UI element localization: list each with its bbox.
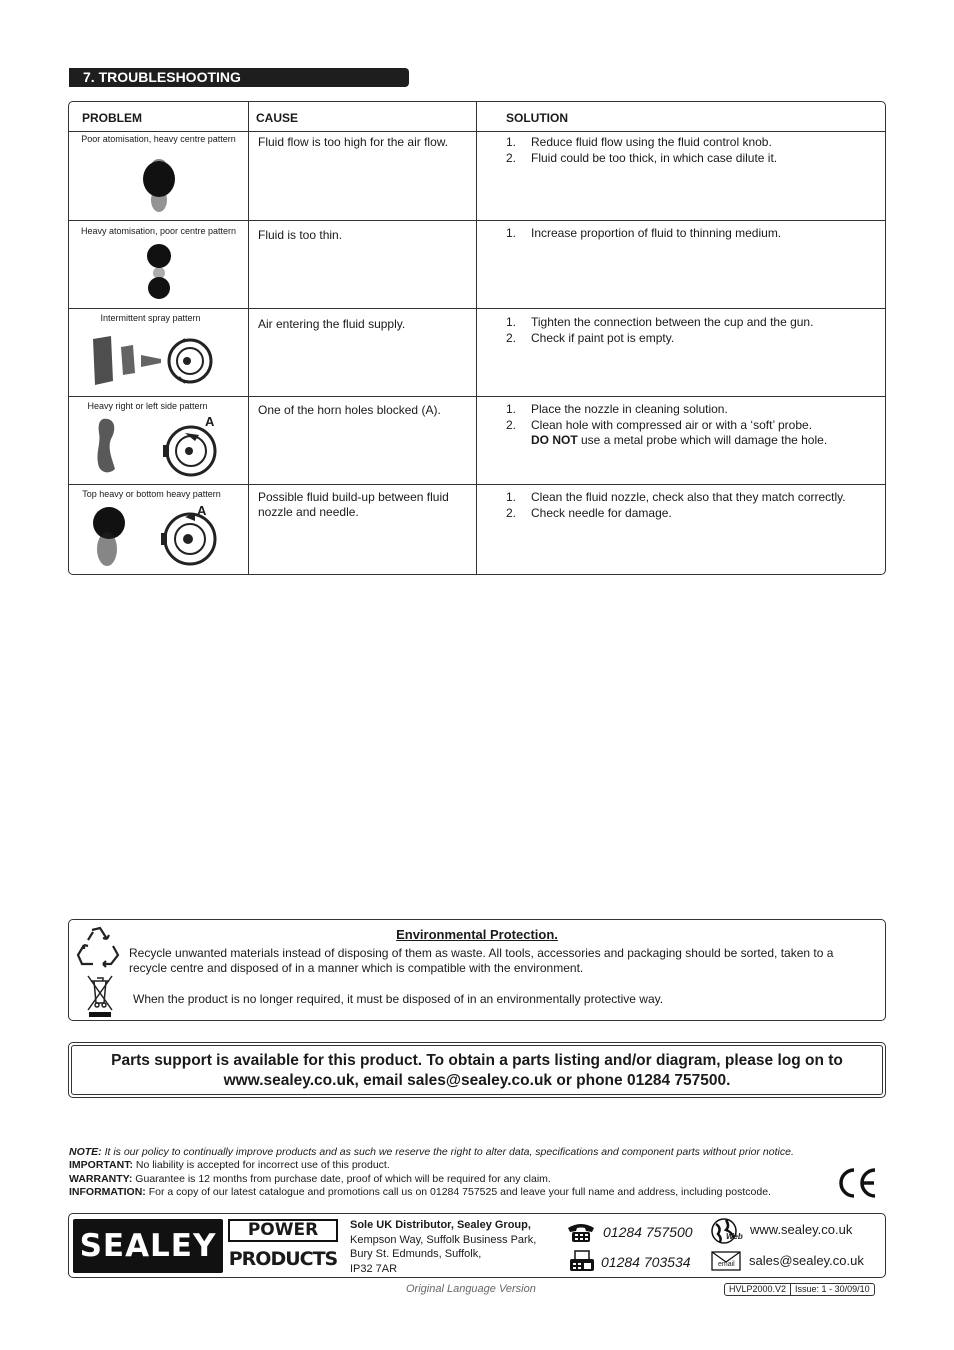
table-row	[69, 132, 885, 221]
env-disposal-text: When the product is no longer required, it must be disposed of in an environmentally protective way.	[133, 992, 664, 1006]
solution-item: 1. Increase proportion of fluid to thinning medium.	[506, 226, 782, 240]
table-row	[69, 397, 885, 485]
weee-bin-icon	[86, 974, 114, 1018]
issue-date: Issue: 1 - 30/09/10	[790, 1284, 874, 1295]
poor-centre-pattern-image	[144, 241, 174, 303]
warranty-label: WARRANTY:	[69, 1172, 133, 1185]
products-logo: PRODUCTS	[228, 1248, 338, 1270]
solution-item: 1. Tighten the connection between the cup and the gun.	[506, 315, 814, 329]
cause-text: Possible fluid build-up between fluid nozzle and needle.	[258, 490, 449, 519]
solution-list	[506, 226, 881, 242]
distributor-name: Sole UK Distributor, Sealey Group,	[350, 1219, 531, 1231]
cause-text: Fluid is too thin.	[258, 228, 343, 242]
table-row	[69, 221, 885, 309]
env-recycle-text: Recycle unwanted materials instead of disposing of them as waste. All tools, accessories and packaging should be sorted, taken to a recycle centre and disposed of in a manner which is compatible with the environment.	[129, 946, 834, 975]
recycle-icon	[75, 924, 123, 970]
ce-mark-icon	[835, 1165, 879, 1201]
problem-label: Top heavy or bottom heavy pattern	[82, 489, 221, 499]
model-number: HVLP2000.V2	[729, 1284, 787, 1294]
solution-item: 2. Fluid could be too thick, in which case dilute it.	[506, 150, 778, 165]
column-divider	[476, 102, 477, 574]
solution-item: 2. Check needle for damage.	[506, 505, 672, 520]
solution-item: 1. Clean the fluid nozzle, check also that they match correctly.	[506, 490, 846, 504]
important-text: No liability is accepted for incorrect use of this product.	[132, 1159, 390, 1172]
parts-support-line1: Parts support is available for this product. To obtain a parts listing and/or diagram, please log on to	[111, 1052, 843, 1069]
problem-label: Heavy atomisation, poor centre pattern	[80, 226, 237, 236]
problem-label: Intermittent spray pattern	[100, 313, 201, 323]
header-problem: PROBLEM	[82, 111, 142, 125]
fax-icon	[568, 1249, 596, 1273]
email-icon-label: email	[718, 1261, 735, 1268]
side-heavy-pattern-image	[93, 415, 123, 477]
parts-support-box	[68, 1042, 886, 1098]
parts-support-line2: www.sealey.co.uk, email sales@sealey.co.uk or phone 01284 757500.	[223, 1072, 731, 1089]
header-cause: CAUSE	[256, 111, 299, 125]
horn-hole-label: A	[205, 414, 215, 429]
website-link[interactable]: www.sealey.co.uk	[750, 1222, 853, 1237]
section-title: 7. TROUBLESHOOTING	[69, 68, 409, 87]
solution-item: 1. Reduce fluid flow using the fluid control knob.	[506, 135, 772, 149]
environmental-protection-box	[68, 919, 886, 1021]
sealey-logo: SEALEY	[73, 1219, 223, 1273]
important-label: IMPORTANT:	[69, 1159, 133, 1172]
web-icon-label: Web	[726, 1232, 743, 1241]
solution-item: 2. Clean hole with compressed air or with a ‘soft’ probe. DO NOT use a metal probe which will damage the hole.	[506, 417, 828, 447]
heavy-centre-pattern-image	[139, 156, 179, 216]
language-version: Original Language Version	[406, 1283, 536, 1295]
table-row	[69, 485, 885, 575]
cause-text: Air entering the fluid supply.	[258, 317, 406, 331]
address-line: IP32 7AR	[350, 1262, 398, 1275]
distributor-address	[350, 1218, 536, 1276]
power-logo: POWER	[228, 1219, 338, 1242]
email-link[interactable]: sales@sealey.co.uk	[749, 1253, 864, 1268]
address-line: Kempson Way, Suffolk Business Park,	[350, 1233, 537, 1246]
information-text: For a copy of our latest catalogue and promotions call us on 01284 757525 and leave your full name and address, including postcode.	[145, 1185, 771, 1198]
warranty-text: Guarantee is 12 months from purchase date, proof of which will be required for any claim.	[132, 1172, 551, 1185]
column-divider	[248, 102, 249, 574]
phone-number[interactable]: 01284 757500	[603, 1224, 693, 1240]
address-line: Bury St. Edmunds, Suffolk,	[350, 1248, 482, 1260]
env-title: Environmental Protection.	[396, 927, 558, 942]
document-reference	[724, 1283, 875, 1296]
parts-support-inner	[71, 1045, 883, 1095]
problem-label: Heavy right or left side pattern	[87, 401, 208, 411]
troubleshooting-table	[68, 101, 886, 575]
problem-label: Poor atomisation, heavy centre pattern	[81, 134, 236, 144]
table-row	[69, 309, 885, 397]
legal-notes	[69, 1146, 869, 1199]
solution-list	[506, 135, 881, 166]
header-solution: SOLUTION	[506, 111, 568, 125]
solution-item: 1. Place the nozzle in cleaning solution.	[506, 402, 728, 416]
solution-item: 2. Check if paint pot is empty.	[506, 330, 675, 345]
top-heavy-pattern-image	[89, 505, 129, 569]
solution-list	[506, 490, 881, 521]
solution-list	[506, 402, 881, 449]
phone-icon	[566, 1221, 596, 1243]
table-header	[69, 102, 885, 132]
warning-bold: DO NOT	[531, 433, 578, 447]
note-text: It is our policy to continually improve products and as such we reserve the right to alter data, specifications and component parts without prior notice.	[101, 1146, 794, 1158]
solution-list	[506, 315, 881, 346]
fax-number[interactable]: 01284 703534	[601, 1254, 691, 1270]
intermittent-spray-image	[89, 333, 214, 389]
nozzle-label: A	[197, 503, 207, 518]
fluid-nozzle-image	[157, 509, 219, 569]
footer-box	[68, 1213, 886, 1278]
information-label: INFORMATION:	[69, 1185, 146, 1198]
note-label: NOTE:	[69, 1146, 102, 1158]
cause-text: One of the horn holes blocked (A).	[258, 403, 441, 417]
cause-text: Fluid flow is too high for the air flow.	[258, 135, 449, 149]
horn-hole-nozzle-image	[159, 421, 219, 479]
